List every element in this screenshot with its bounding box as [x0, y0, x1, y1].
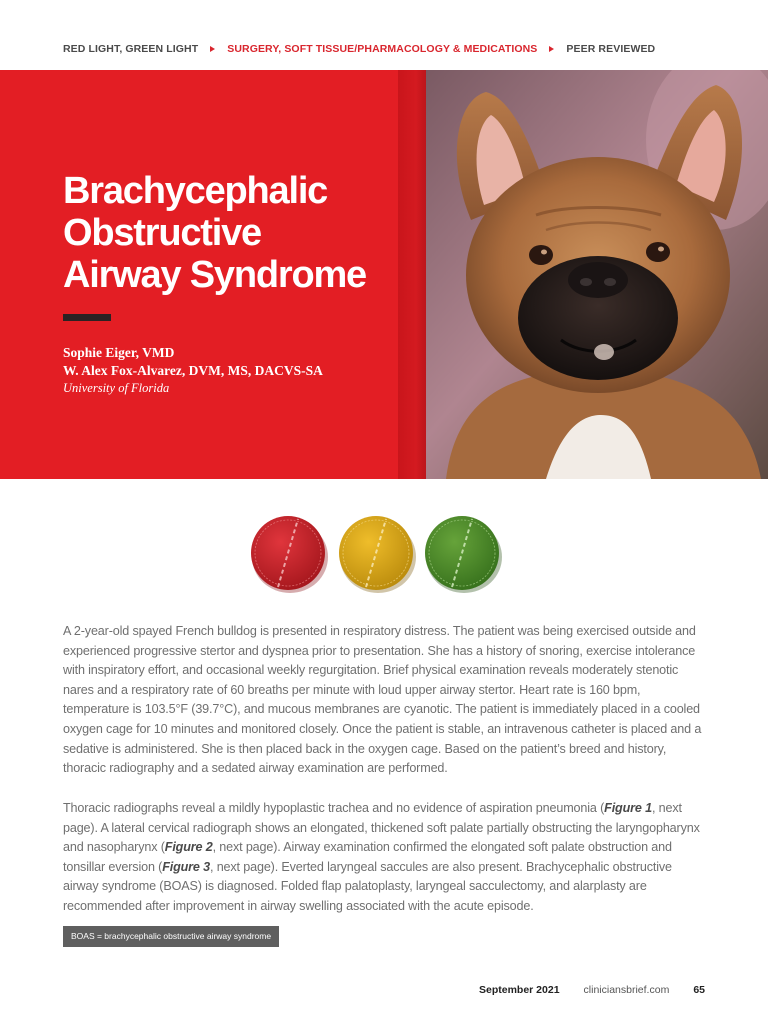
paragraph-2-text-c: , next page). Airway examination confirmed the elongated soft palate obstruction and tonsillar eversion ( — [63, 840, 672, 874]
red-pill-icon — [251, 516, 328, 593]
yellow-pill-icon — [339, 516, 416, 593]
title-divider — [63, 314, 111, 321]
traffic-light-pills — [250, 515, 510, 595]
figure-3-reference[interactable]: Figure 3 — [162, 859, 210, 874]
author-1: Sophie Eiger, VMD — [63, 345, 175, 360]
page-footer — [479, 984, 705, 996]
site-link[interactable]: cliniciansbrief.com — [583, 984, 670, 996]
figure-2-reference[interactable]: Figure 2 — [164, 840, 213, 855]
french-bulldog-photo — [426, 70, 768, 479]
title-line-2: Obstructive — [63, 212, 261, 254]
author-2: W. Alex Fox-Alvarez, DVM, MS, DACVS-SA — [63, 363, 323, 378]
breadcrumb-section-surgery[interactable]: SURGERY, SOFT TISSUE/PHARMACOLOGY & MEDICATIONS — [227, 43, 538, 55]
triangle-right-icon — [549, 46, 554, 52]
paragraph-2-text-b: , next page). A lateral cervical radiograph shows an elongated, thickened soft palate partially obstructing the laryngopharynx and nasopharynx ( — [63, 801, 700, 855]
green-pill-icon — [425, 516, 502, 593]
paragraph-2-text-d: , next page). Everted laryngeal saccules are also present. Brachycephalic obstructive airway syndrome (BOAS) is diagnosed. Folded flap palatoplasty, laryngeal sacculectomy, and alarplasty are recommended after improvement in airway swelling associated with the acute episode. — [63, 859, 672, 913]
author-affiliation: University of Florida — [63, 381, 170, 395]
hero-red-edge — [398, 70, 428, 479]
title-line-3: Airway Syndrome — [63, 254, 366, 296]
abbreviation-box: BOAS = brachycephalic obstructive airway syndrome — [63, 926, 279, 947]
issue-date: September 2021 — [478, 984, 560, 996]
breadcrumb-peer-reviewed: PEER REVIEWED — [566, 43, 656, 55]
triangle-right-icon — [210, 46, 215, 52]
breadcrumb — [63, 43, 655, 55]
figure-1-reference[interactable]: Figure 1 — [604, 801, 652, 815]
article-title — [63, 170, 383, 296]
case-paragraph-1: A 2-year-old spayed French bulldog is presented in respiratory distress. The patient was being exercised outside and experienced progressive stertor and dyspnea prior to presentation. She has a history of snoring, exercise intolerance with inspiratory effort, and occasional weekly regurgitation. Brief physical examination reveals moderately stenotic nares and a respiratory rate of 60 breaths per minute with loud upper airway stertor. Heart rate is 160 bpm, temperature is 103.5°F (39.7°C), and mucous membranes are cyanotic. The patient is immediately placed in a cooled oxygen cage for 10 minutes and monitored closely. Once the patient is stable, an intravenous catheter is placed and a sedative is administered. She is then placed back in the oxygen cage. Based on the patient’s breed and history, thoracic radiography and a sedated airway examination are performed. — [63, 624, 702, 776]
breadcrumb-section-red-light-green-light[interactable]: RED LIGHT, GREEN LIGHT — [63, 43, 199, 55]
page-number: 65 — [693, 984, 705, 996]
hero-banner — [0, 70, 768, 479]
case-paragraph-2 — [63, 799, 708, 917]
title-line-1: Brachycephalic — [63, 170, 328, 212]
paragraph-2-text-a: Thoracic radiographs reveal a mildly hypoplastic trachea and no evidence of aspiration pneumonia ( — [63, 801, 605, 815]
